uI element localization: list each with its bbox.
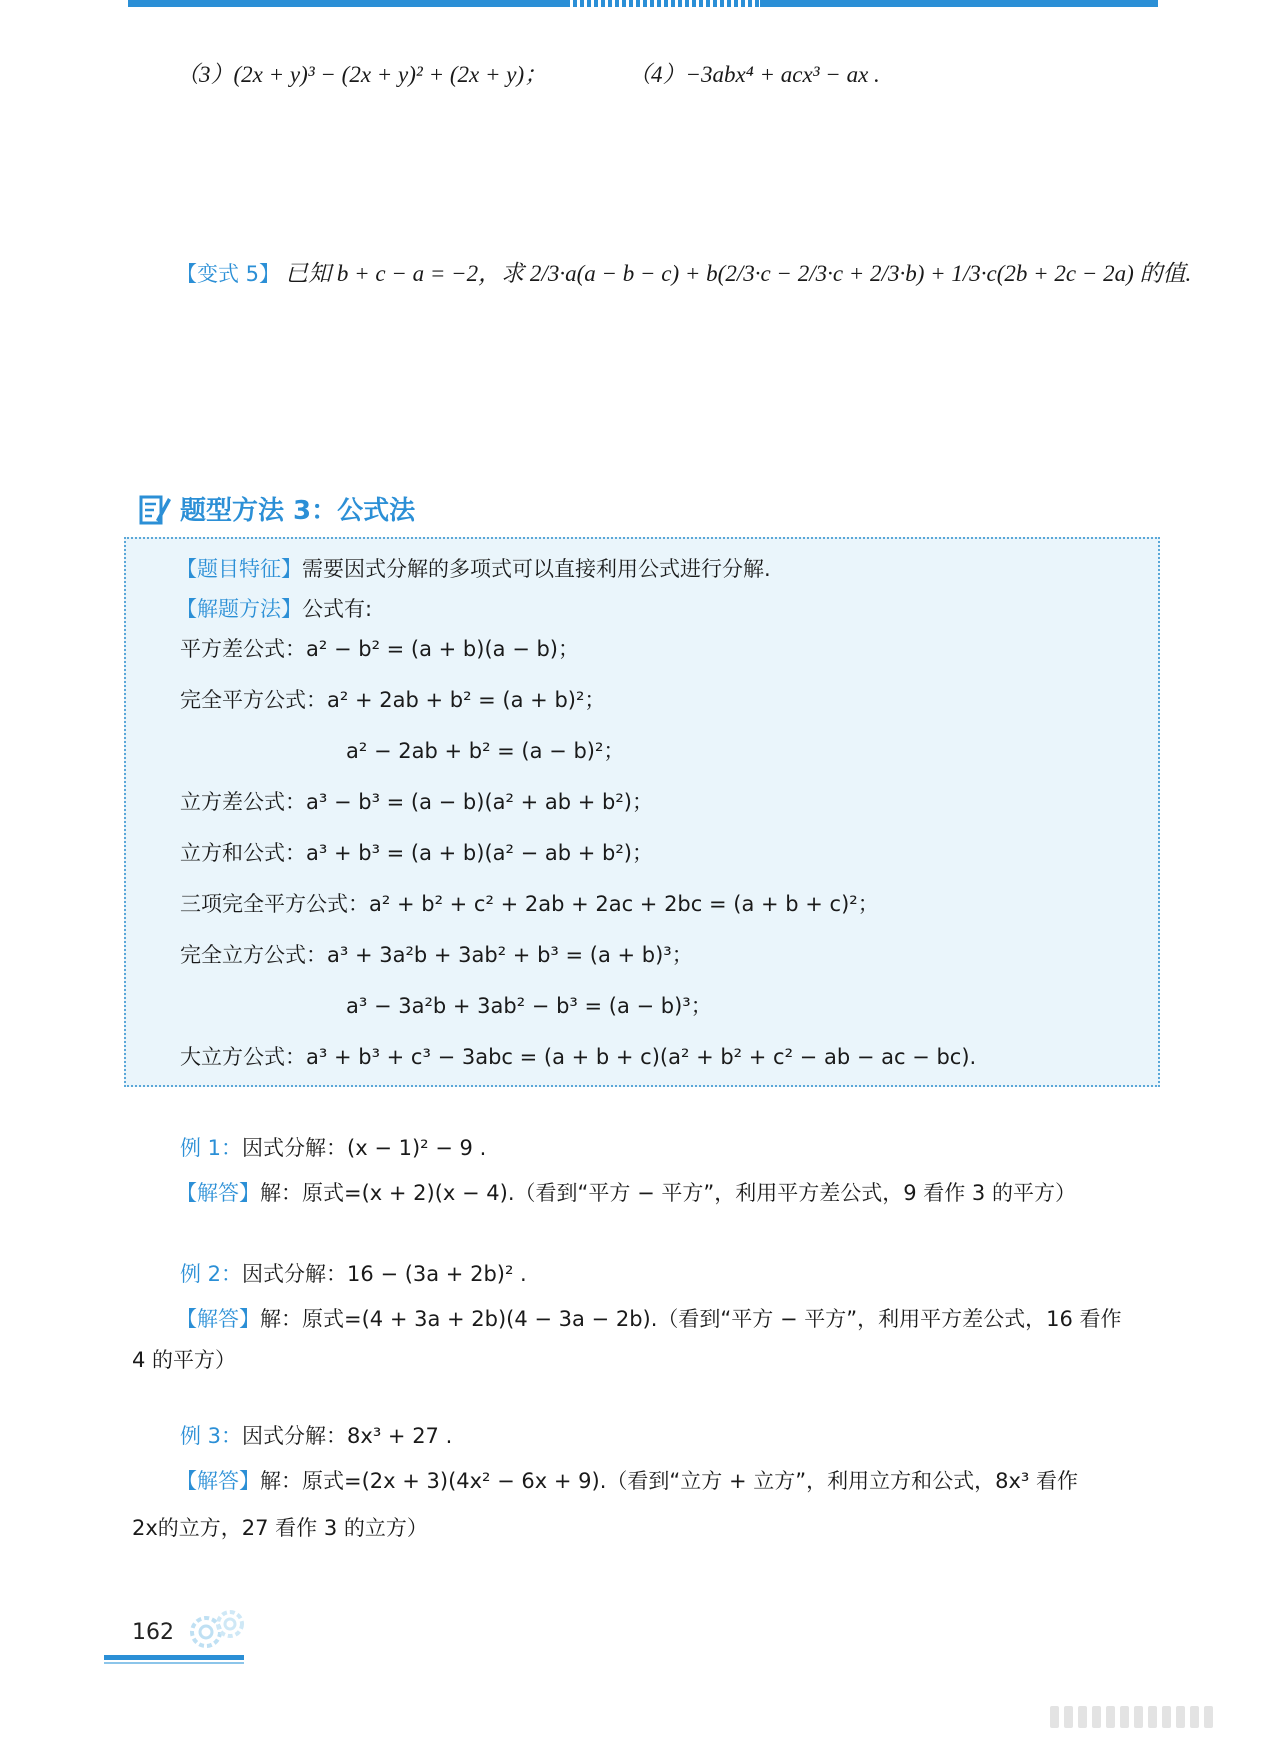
formula-perfect-square-minus: a² − 2ab + b² = (a − b)²； xyxy=(346,739,625,763)
method-line xyxy=(176,593,372,623)
formula-difference-of-squares: 平方差公式：a² − b² = (a + b)(a − b)； xyxy=(180,637,579,661)
example-1-text: 因式分解：(x − 1)² − 9 . xyxy=(242,1136,487,1160)
feature-line xyxy=(176,553,771,583)
scan-artifact-bars xyxy=(1050,1700,1240,1728)
example-3-text: 因式分解：8x³ + 27 . xyxy=(242,1424,453,1448)
header-rule-pattern xyxy=(570,0,760,7)
example-1-answer-text: 解：原式=(x + 2)(x − 4).（看到“平方 − 平方”，利用平方差公式，9 看作 3 的平方） xyxy=(260,1181,1076,1205)
example-1-answer xyxy=(176,1177,1076,1207)
method-tag: 【解题方法】 xyxy=(176,597,302,621)
example-2-answer-tag: 【解答】 xyxy=(176,1307,260,1331)
gears-icon xyxy=(188,1604,248,1654)
example-3-answer-continued: 2x的立方，27 看作 3 的立方） xyxy=(132,1516,428,1540)
example-2-text: 因式分解：16 − (3a + 2b)² . xyxy=(242,1262,527,1286)
section-header xyxy=(138,490,415,527)
variant-5-tag: 【变式 5】 xyxy=(176,262,281,286)
variant-5-text: 已知 b + c − a = −2，求 2/3·a(a − b − c) + b(2/3·c − 2/3·c + 2/3·b) + 1/3·c(2b + 2c − 2a) 的值. xyxy=(285,261,1192,286)
formula-perfect-cube-plus: 完全立方公式：a³ + 3a²b + 3ab² + b³ = (a + b)³； xyxy=(180,943,693,967)
example-1-answer-tag: 【解答】 xyxy=(176,1181,260,1205)
example-2-label: 例 2： xyxy=(180,1262,243,1286)
example-2-answer-text: 解：原式=(4 + 3a + 2b)(4 − 3a − 2b).（看到“平方 − 平方”，利用平方差公式，16 看作 xyxy=(260,1307,1122,1331)
notepad-pencil-icon xyxy=(138,492,172,526)
footer-rule-thin xyxy=(104,1662,244,1664)
example-2-answer xyxy=(176,1303,1122,1333)
formula-perfect-cube-minus: a³ − 3a²b + 3ab² − b³ = (a − b)³； xyxy=(346,994,712,1018)
example-1-label: 例 1： xyxy=(180,1136,243,1160)
exercise-item-4: （4）−3abx⁴ + acx³ − ax . xyxy=(628,62,880,87)
formula-perfect-square-plus: 完全平方公式：a² + 2ab + b² = (a + b)²； xyxy=(180,688,606,712)
footer-rule xyxy=(104,1655,244,1660)
formula-trinomial-square: 三项完全平方公式：a² + b² + c² + 2ab + 2ac + 2bc = (a + b + c)²； xyxy=(180,892,879,916)
formula-sum-of-cubes: 立方和公式：a³ + b³ = (a + b)(a² − ab + b²)； xyxy=(180,841,653,865)
variant-5 xyxy=(176,255,1191,288)
exercise-item-3: （3）(2x + y)³ − (2x + y)² + (2x + y)； xyxy=(176,62,548,87)
example-2-question xyxy=(180,1258,527,1288)
example-3-answer xyxy=(176,1465,1078,1495)
example-2-answer-continued: 4 的平方） xyxy=(132,1348,237,1372)
feature-tag: 【题目特征】 xyxy=(176,557,302,581)
example-3-answer-text: 解：原式=(2x + 3)(4x² − 6x + 9).（看到“立方 + 立方”，利用立方和公式，8x³ 看作 xyxy=(260,1469,1078,1493)
example-3-label: 例 3： xyxy=(180,1424,243,1448)
section-title: 题型方法 3：公式法 xyxy=(180,496,416,526)
example-3-answer-tag: 【解答】 xyxy=(176,1469,260,1493)
feature-text: 需要因式分解的多项式可以直接利用公式进行分解. xyxy=(302,557,771,581)
formula-difference-of-cubes: 立方差公式：a³ − b³ = (a − b)(a² + ab + b²)； xyxy=(180,790,653,814)
example-1-question xyxy=(180,1132,486,1162)
method-text: 公式有: xyxy=(302,597,373,621)
example-3-question xyxy=(180,1420,452,1450)
formula-big-cube: 大立方公式：a³ + b³ + c³ − 3abc = (a + b + c)(a² + b² + c² − ab − ac − bc). xyxy=(180,1045,977,1069)
page-number: 162 xyxy=(132,1620,174,1645)
